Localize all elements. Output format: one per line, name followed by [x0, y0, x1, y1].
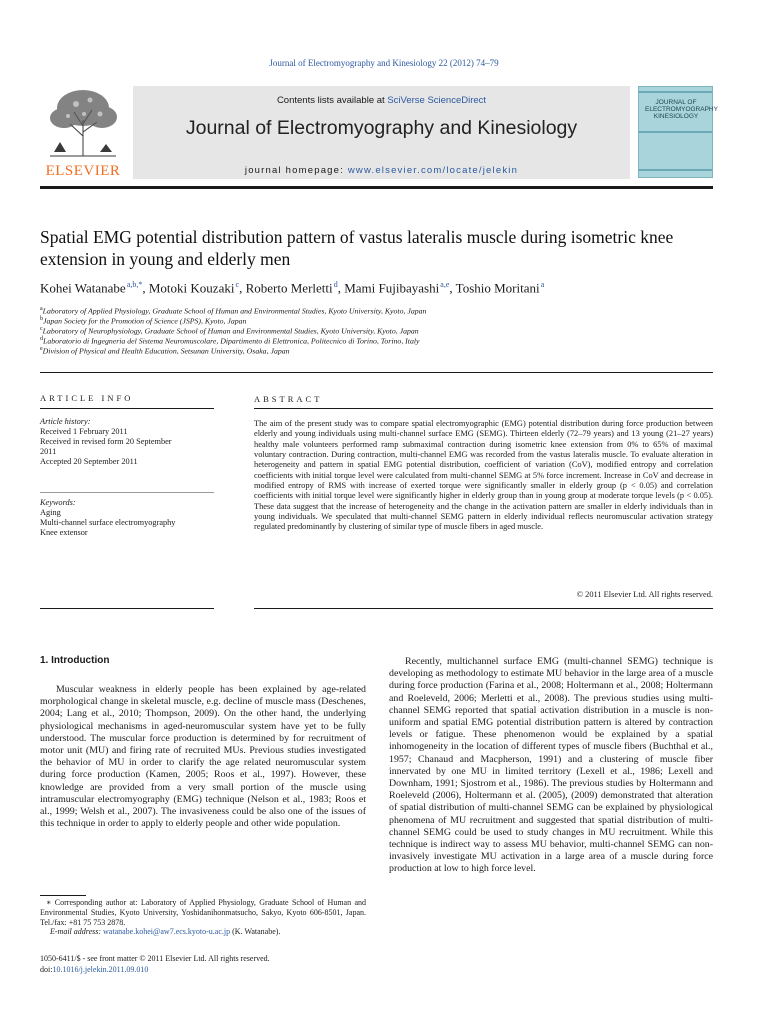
affiliation-text: Laboratory of Applied Physiology, Graduate School of Human and Environmental Studies, Kyoto University, Kyoto, Japan — [42, 306, 427, 316]
abstract-text: The aim of the present study was to compare spatial electromyographic (EMG) potential distribution during force production between elderly and young individuals using multi-channel surface EMG (SEMG). Thirteen elderly (72–79 years) and 13 young (21–27 years) healthy male volunteers performed ramp submaximal contraction during isometric knee extension from 0% to 65% of maximal voluntary contraction. During contraction, multi-channel EMG was recorded from the vastus lateralis muscle. To evaluate alteration in heterogeneity and pattern in spatial EMG potential distribution, coefficient of variation (CoV), modified entropy and correlation coefficients with initial torque level were calculated from multi-channel SEMG at 5% force increment. Increase in CoV and decrease in modified entropy of RMS with increase of exerted torque were significantly smaller in elderly group (p < 0.05) and correlation coefficients with initial torque level were significantly higher in elderly group than in young group at moderate torque levels (p < 0.05). These data suggest that the increase of heterogeneity and the change in the activation pattern are smaller in elderly individuals than in young individuals. We speculated that multi-channel SEMG pattern in elderly individual reflects neuromuscular activation strategy regulated predominantly by clustering of similar type of muscle fibers in aged muscle. — [254, 419, 713, 532]
affiliation-text: Division of Physical and Health Education, Setsunan University, Osaka, Japan — [42, 346, 290, 356]
author-name: Toshio Moritani — [455, 280, 540, 296]
author-affiliation-mark[interactable]: a — [540, 280, 545, 289]
email-label: E-mail address: — [50, 927, 104, 937]
author-name: Motoki Kouzaki — [148, 280, 235, 296]
affiliation-text: Laboratorio di Ingegneria del Sistema Neuromuscolare, Dipartimento di Elettronica, Politecnico di Torino, Torino, Italy — [43, 336, 420, 346]
introduction-paragraph-1: Muscular weakness in elderly people has been explained by age-related morphological change in skeletal muscle, e.g. decline of muscle mass (Deschenes, 2004; Lang et al., 2010; Thompson, 2009). On the other hand, the underlying physiological mechanisms in aged-neuromuscular system have yet to be fully understood. The muscular force production is determined by for recruitment of motor unit (MU) and firing rate of recruited MUs. Previous studies investigated the behavior of MU in order to clarify the age related neuromuscular system during force production (Kamen, 2005; Roos et al., 1997). However, these knowledge are provided from a very small portion of the muscle using intramuscular electromyography (EMG) technique (Nelson et al., 1983; Roos et al., 1999; Welsh et al., 2007). The invasiveness could be also one of the issues of this technique in order to apply to elderly people and other wide population. — [40, 684, 366, 830]
affiliation-mark: d — [40, 336, 43, 342]
introduction-paragraph-2: Recently, multichannel surface EMG (multi-channel SEMG) technique is developing as methodology to estimate MU behavior in the large area of a muscle during force production (Farina et al., 2008; Holtermann et al., 2008; Holtermann and Roeleveld, 2006; Merletti et al., 2008). The previous studies using multi-channel SEMG reported that spatial activation distribution in a muscle is non-uniform and spatial EMG potential distribution pattern is altered by contraction levels or fatigue. These phenomenon would be explained by a spatial inhomogeneity in the location of different types of muscle fibers (Buchthal et al., 1957; Chanaud and Macpherson, 1991) and a clustering of muscle fiber innervated by one MU in limited territory (Lexell et al., 1986; Lexell and Downham, 1991; Sjostrom et al., 1986). The previous studies by Holtermann and Roeleveld (2006), Holtermann et al. (2005), (2009) demonstrated that alteration of spatial distribution of multi-channel SEMG can be explained by physiological phenomena of MU recruitment and suggested that spatial distribution of multi-channel SEMG could be used to study changes in MU recruitment. While this technique is indirect way to assess MU behavior, multi-channel SEMG can non-invasively investigate MU activation in a large area of a muscle during force production at low to high force level. — [389, 656, 713, 875]
email-suffix: (K. Watanabe). — [230, 927, 281, 937]
homepage-prefix: journal homepage: — [244, 165, 348, 176]
abstract-heading: ABSTRACT — [254, 394, 323, 404]
received-date: Received 1 February 2011 — [40, 427, 128, 436]
affiliation-mark: c — [40, 326, 43, 332]
author-list: Kohei Watanabe $^{a,b,*}$, Motoki Kouzaki $^c$, Roberto Merletti $^d$, Mami Fujibayashi $^{a,e}$, Toshio Moritani $^a$ — [40, 280, 545, 296]
doi-label: doi: — [40, 965, 53, 974]
abstract-copyright: © 2011 Elsevier Ltd. All rights reserved. — [576, 590, 713, 599]
abstract-bottom-rule — [254, 608, 713, 609]
keywords-divider — [40, 492, 214, 493]
accepted-date: Accepted 20 September 2011 — [40, 457, 138, 466]
author-affiliation-mark[interactable]: a,b,* — [126, 280, 143, 289]
affiliation-text: Japan Society for the Promotion of Science (JSPS), Kyoto, Japan — [43, 316, 247, 326]
history-label: Article history: — [40, 417, 91, 426]
header-divider — [40, 186, 713, 189]
author-name: Mami Fujibayashi — [344, 280, 440, 296]
revised-date: Received in revised form 20 September — [40, 437, 172, 446]
contents-prefix: Contents lists available at — [276, 95, 388, 106]
cover-stripe — [639, 131, 712, 133]
keywords-label: Keywords: — [40, 498, 76, 507]
cover-stripe — [639, 169, 712, 171]
keywords-block — [40, 498, 214, 538]
article-info-bottom-rule — [40, 608, 214, 609]
author-affiliation-mark[interactable]: a,e — [440, 280, 450, 289]
corresponding-author-text: ∗ Corresponding author at: Laboratory of Applied Physiology, Graduate School of Human and Environmental Studies, Kyoto University, Yoshidanihonmatsucho, Sakyo, Kyoto 606-8501, Japan. Tel./fax: +81 75 753 2878. — [40, 898, 366, 927]
journal-title: Journal of Electromyography and Kinesiology — [185, 117, 578, 139]
keyword-item: Aging — [40, 508, 61, 517]
keyword-item: Knee extensor — [40, 528, 88, 537]
article-title: Spatial EMG potential distribution pattern of vastus lateralis muscle during isometric knee extension in young and elderly men — [40, 227, 674, 269]
page-footer — [40, 953, 366, 975]
author-affiliation-mark[interactable]: c — [235, 280, 240, 289]
affiliation-text: Laboratory of Neurophysiology, Graduate School of Human and Environmental Studies, Kyoto University, Kyoto, Japan — [42, 326, 419, 336]
author-name: Roberto Merletti — [245, 280, 333, 296]
homepage-link[interactable]: www.elsevier.com/locate/jelekin — [347, 165, 519, 176]
author-affiliation-mark[interactable]: d — [333, 280, 338, 289]
contents-availability — [133, 95, 630, 106]
journal-homepage — [133, 165, 630, 176]
abstract-rule — [254, 408, 713, 409]
doi-line — [40, 964, 366, 975]
journal-reference-link[interactable]: Journal of Electromyography and Kinesiology 22 (2012) 74–79 — [269, 58, 499, 68]
footnote-rule — [40, 895, 86, 896]
affiliation-mark: e — [40, 346, 43, 352]
doi-link[interactable]: 10.1016/j.jelekin.2011.09.010 — [52, 965, 149, 974]
affiliation-mark: b — [40, 316, 43, 322]
revised-year: 2011 — [40, 447, 57, 456]
affiliation-mark: a — [40, 306, 43, 312]
author-name: Kohei Watanabe — [40, 280, 126, 296]
author-email-link[interactable]: watanabe.kohei@aw7.ecs.kyoto-u.ac.jp — [103, 927, 231, 937]
email-line — [40, 927, 366, 937]
cover-stripe — [639, 91, 712, 93]
article-history — [40, 417, 214, 467]
article-info-heading: ARTICLE INFO — [40, 393, 134, 403]
article-info-rule — [40, 408, 214, 409]
sciencedirect-link[interactable]: SciVerse ScienceDirect — [387, 95, 487, 106]
keyword-item: Multi-channel surface electromyography — [40, 518, 176, 527]
corresponding-author-footnote — [40, 898, 366, 937]
section-heading-introduction: 1. Introduction — [40, 655, 110, 666]
title-block-divider — [40, 372, 713, 373]
journal-cover-thumbnail — [638, 86, 718, 178]
issn-line: 1050-6411/$ - see front matter © 2011 Elsevier Ltd. All rights reserved. — [40, 954, 270, 963]
affiliation-item — [40, 345, 713, 356]
elsevier-wordmark: ELSEVIER — [45, 163, 121, 179]
cover-title: JOURNAL OF ELECTROMYOGRAPHY KINESIOLOGY — [645, 99, 718, 120]
